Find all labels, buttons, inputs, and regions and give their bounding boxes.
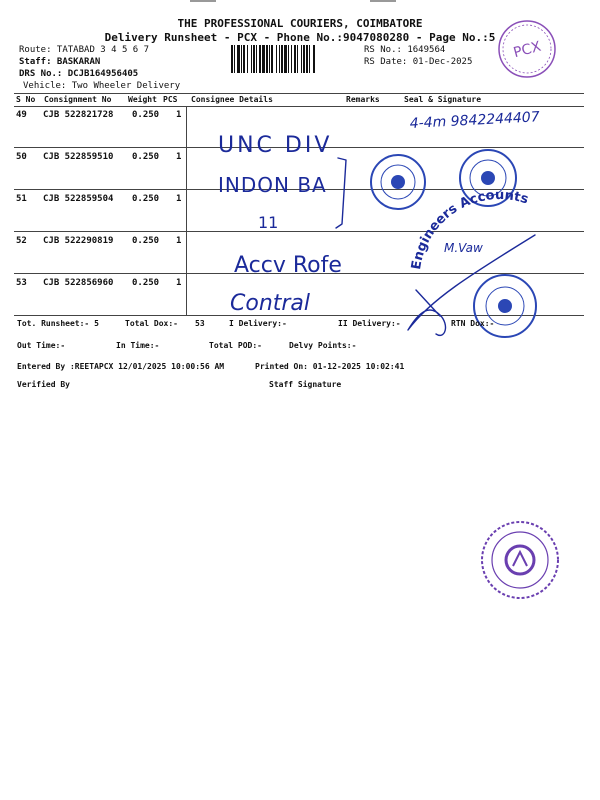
cell-weight: 0.250 bbox=[132, 194, 160, 204]
barcode-bar bbox=[256, 45, 257, 73]
printed-on: Printed On: 01-12-2025 10:02:41 bbox=[255, 362, 405, 371]
barcode-bar bbox=[279, 45, 280, 73]
handwritten-consignee-line4: Accv Rofe bbox=[234, 253, 342, 278]
cell-consignment: CJB 522290819 bbox=[43, 236, 114, 246]
handwritten-bracket bbox=[336, 158, 346, 228]
rs-number: RS No.: 1649564 bbox=[364, 45, 446, 55]
total-dox-label: Total Dox:- bbox=[125, 319, 178, 328]
barcode-bar bbox=[247, 45, 248, 73]
rtn-dox: RTN Dox:- bbox=[451, 319, 495, 328]
col-header-remarks: Remarks bbox=[346, 95, 380, 104]
scan-mark bbox=[370, 0, 396, 2]
barcode-bar bbox=[306, 45, 308, 73]
handwritten-initials: M.Vaw bbox=[444, 241, 483, 255]
barcode-bar bbox=[271, 45, 273, 73]
rs-date: RS Date: 01-Dec-2025 bbox=[364, 57, 473, 67]
table-top-border bbox=[14, 93, 584, 94]
bank-seal bbox=[371, 155, 425, 209]
cell-pcs: 1 bbox=[176, 236, 182, 246]
barcode-bar bbox=[284, 45, 287, 73]
i-delivery: I Delivery:- bbox=[229, 319, 287, 328]
verified-by: Verified By bbox=[17, 380, 70, 389]
barcode-bar bbox=[259, 45, 261, 73]
pcx-stamp bbox=[496, 18, 558, 80]
cell-weight: 0.250 bbox=[132, 236, 160, 246]
col-header-consignment: Consignment No bbox=[44, 95, 112, 104]
barcode-bar bbox=[294, 45, 296, 73]
pcx-stamp-text: PCX bbox=[511, 38, 543, 62]
barcode-bar bbox=[297, 45, 298, 73]
barcode-bar bbox=[288, 45, 289, 73]
barcode-bar bbox=[303, 45, 305, 73]
barcode-bar bbox=[313, 45, 315, 73]
ii-delivery: II Delivery:- bbox=[338, 319, 401, 328]
handwritten-phone: 4-4m 9842244407 bbox=[409, 109, 541, 132]
delvy-points: Delvy Points:- bbox=[289, 341, 357, 350]
cell-sno: 49 bbox=[16, 110, 27, 120]
out-time: Out Time:- bbox=[17, 341, 66, 350]
arc-stamp-textpath: Engineers Accounts bbox=[409, 187, 531, 271]
cell-consignment: CJB 522859510 bbox=[43, 152, 114, 162]
cell-sno: 50 bbox=[16, 152, 27, 162]
cell-sno: 52 bbox=[16, 236, 27, 246]
staff-signature-label: Staff Signature bbox=[269, 380, 342, 389]
handwritten-consignee-line3: 11 bbox=[258, 213, 279, 232]
barcode-bar bbox=[269, 45, 270, 73]
barcode-bar bbox=[241, 45, 242, 73]
total-pod: Total POD:- bbox=[209, 341, 262, 350]
barcode-bar bbox=[266, 45, 268, 73]
cell-weight: 0.250 bbox=[132, 152, 160, 162]
col-header-sno: S No bbox=[16, 95, 36, 104]
tot-runsheet: Tot. Runsheet:- 5 bbox=[17, 319, 99, 328]
handwritten-consignee-line5: Contral bbox=[230, 291, 311, 316]
col-header-pcs: PCS bbox=[163, 95, 178, 104]
vehicle-label: Vehicle: Two Wheeler Delivery bbox=[23, 81, 181, 91]
scan-mark bbox=[190, 0, 216, 2]
barcode-bar bbox=[276, 45, 277, 73]
entered-by: Entered By :REETAPCX 12/01/2025 10:00:56 AM bbox=[17, 362, 225, 371]
barcode-bar bbox=[237, 45, 240, 73]
barcode-bar bbox=[234, 45, 235, 73]
cell-sno: 51 bbox=[16, 194, 27, 204]
company-title: THE PROFESSIONAL COURIERS, COIMBATORE bbox=[177, 17, 423, 30]
col-header-consignee: Consignee Details bbox=[191, 95, 273, 104]
barcode-bar bbox=[253, 45, 255, 73]
cell-pcs: 1 bbox=[176, 194, 182, 204]
staff-label: Staff: BASKARAN bbox=[19, 57, 101, 67]
barcode bbox=[231, 45, 361, 75]
barcode-bar bbox=[281, 45, 283, 73]
barcode-bar bbox=[291, 45, 292, 73]
cell-pcs: 1 bbox=[176, 110, 182, 120]
cell-consignment: CJB 522859504 bbox=[43, 194, 114, 204]
runsheet-subtitle: Delivery Runsheet - PCX - Phone No.:9047080280 - Page No.:5 bbox=[104, 31, 496, 44]
barcode-bar bbox=[301, 45, 302, 73]
cell-consignment: CJB 522821728 bbox=[43, 110, 114, 120]
cell-consignment: CJB 522856960 bbox=[43, 278, 114, 288]
handwritten-consignee-line1: UNC DIV bbox=[218, 133, 333, 158]
purple-round-seal bbox=[478, 518, 562, 602]
col-header-weight: Weight bbox=[128, 95, 157, 104]
cell-pcs: 1 bbox=[176, 152, 182, 162]
barcode-bar bbox=[309, 45, 310, 73]
cell-sno: 53 bbox=[16, 278, 27, 288]
cell-pcs: 1 bbox=[176, 278, 182, 288]
barcode-bar bbox=[262, 45, 265, 73]
cell-weight: 0.250 bbox=[132, 110, 160, 120]
in-time: In Time:- bbox=[116, 341, 160, 350]
barcode-bar bbox=[251, 45, 252, 73]
barcode-bar bbox=[243, 45, 245, 73]
handwritten-consignee-line2: INDON BA bbox=[218, 173, 327, 197]
drs-number: DRS No.: DCJB164956405 bbox=[19, 69, 139, 79]
route-label: Route: TATABAD 3 4 5 6 7 bbox=[19, 45, 150, 55]
col-header-seal: Seal & Signature bbox=[404, 95, 482, 104]
total-dox-value: 53 bbox=[195, 319, 205, 328]
cell-weight: 0.250 bbox=[132, 278, 160, 288]
barcode-bar bbox=[231, 45, 233, 73]
